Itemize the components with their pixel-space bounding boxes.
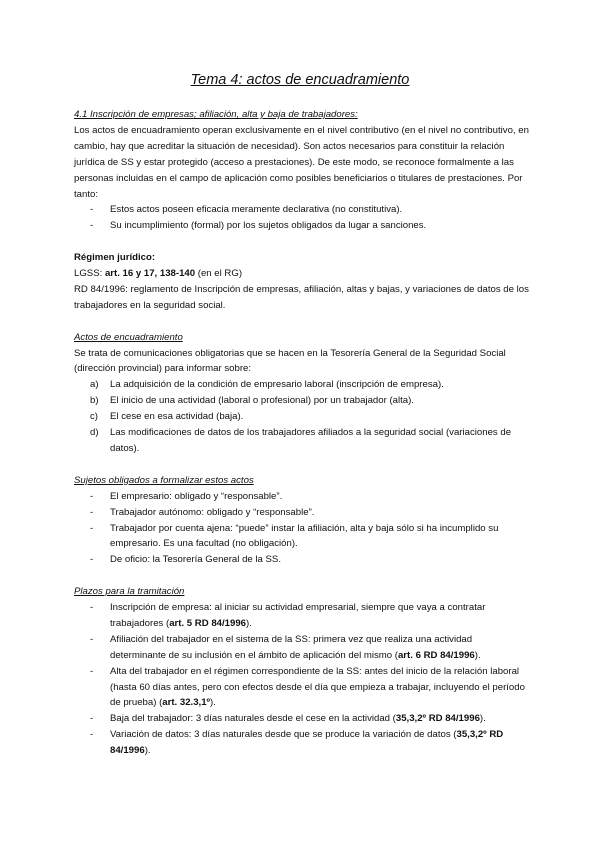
section-heading-sujetos: Sujetos obligados a formalizar estos actos (74, 474, 254, 486)
paragraph-lgss: LGSS: art. 16 y 17, 138-140 (en el RG) (74, 268, 243, 280)
paragraph-rd: RD 84/1996: reglamento de Inscripción de empresas, afiliación, altas y bajas, y variaciones de datos de los trabajadores en la seguridad social. (74, 283, 529, 311)
document-body (74, 107, 530, 759)
list-item: - Variación de datos: 3 días naturales desde que se produce la variación de datos (35,3,2º RD 84/1996). (90, 729, 504, 757)
document-title: Tema 4: actos de encuadramiento (190, 72, 410, 88)
paragraph-intro: Los actos de encuadramiento operan exclusivamente en el nivel contributivo (en el nivel no contributivo, en cambio, hay que acreditar la situación de necesidad). Son actos necesarios para constituir la relación jurídica de SS y estar protegido (acceso a prestaciones). De este modo, se reconoce formalmente a las personas incluidas en el campo de aplicación como posibles beneficiarios o titulares de prestaciones. Por tanto: (74, 124, 529, 200)
list-item: - Afiliación del trabajador en el sistema de la SS: primera vez que realiza una actividad determinante de su inclusión en el ámbito de aplicación del mismo (art. 6 RD 84/1996). (90, 633, 481, 661)
section-heading-inscripcion: 4.1 Inscripción de empresas; afiliación, alta y baja de trabajadores: (74, 109, 358, 120)
section-heading-plazos: Plazos para la tramitación (74, 586, 185, 598)
list-item: - Alta del trabajador en el régimen correspondiente de la SS: antes del inicio de la relación laboral (hasta 60 días antes, pero con efectos desde el día que empieza a trabajar, incluyendo el período de prueba) (art. 32.3,1º). (90, 665, 525, 709)
list-item: d) Las modificaciones de datos de los trabajadores afiliados a la seguridad social (variaciones de datos). (90, 427, 512, 454)
list-item: - Inscripción de empresa: al iniciar su actividad empresarial, siempre que vaya a contratar trabajadores (art. 5 RD 84/1996). (90, 602, 486, 629)
section-heading-regimen: Régimen jurídico: (74, 252, 156, 264)
paragraph-actos: Se trata de comunicaciones obligatorias que se hacen en la Tesorería General de la Seguridad Social (dirección provincial) para informar sobre: (74, 347, 506, 375)
bullet-list-efectos (74, 202, 530, 234)
list-item: - El empresario: obligado y “responsable”. (90, 490, 283, 502)
section-heading-actos: Actos de encuadramiento (74, 331, 183, 343)
list-item: - Estos actos poseen eficacia meramente declarativa (no constitutiva). (74, 202, 530, 218)
lettered-list-actos (74, 377, 530, 457)
list-item: - De oficio: la Tesorería General de la SS. (90, 554, 282, 566)
list-item: - Su incumplimiento (formal) por los sujetos obligados da lugar a sanciones. (74, 218, 530, 234)
bullet-list-sujetos (74, 489, 530, 569)
bullet-marker: - (90, 204, 94, 216)
bullet-list-plazos (74, 600, 530, 759)
list-item: - Baja del trabajador: 3 días naturales desde el cese en la actividad (35,3,2º RD 84/1996). (90, 713, 486, 725)
list-item: - Trabajador autónomo: obligado y “responsable”. (90, 506, 315, 518)
list-item: - Trabajador por cuenta ajena: “puede” instar la afiliación, alta y baja sólo si ha incumplido su empresario. Es una facultad (no obligación). (90, 522, 499, 550)
list-item: a) La adquisición de la condición de empresario laboral (inscripción de empresa). (90, 379, 444, 391)
bullet-marker: - (90, 220, 94, 232)
list-item: c) El cese en esa actividad (baja). (90, 411, 244, 423)
list-item: b) El inicio de una actividad (laboral o profesional) por un trabajador (alta). (90, 395, 414, 407)
